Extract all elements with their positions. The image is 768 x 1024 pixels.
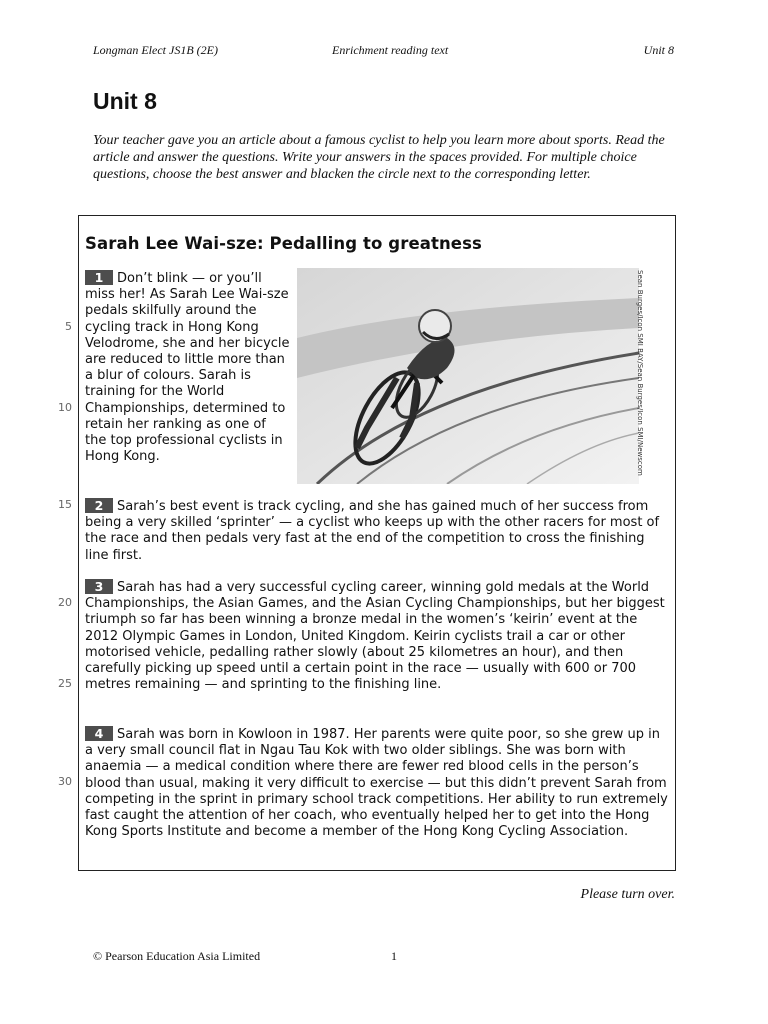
- intro-instructions: Your teacher gave you an article about a famous cyclist to help you learn more about sports. Read the article and answer the questions. Write your answers in the spaces provided. For multiple choice questions, choose the best answer and blacken the circle next to the corresponding letter.: [93, 133, 665, 182]
- header-unit: Unit 8: [643, 43, 674, 57]
- header-book-title: Longman Elect JS1B (2E): [93, 43, 218, 57]
- paragraph-number: 1: [85, 270, 113, 285]
- paragraph-text: Sarah has had a very successful cycling career, winning gold medals at the World Championships, the Asian Games, and the Asian Cycling Championships, but her biggest triumph so far has been winning a bronze medal in the women’s ‘keirin’ event at the 2012 Olympic Games in London, United Kingdom. Keirin cyclists trail a car or other motorised vehicle, pedalling rather slowly (about 25 kilometres an hour), and then carefully picking up speed until a certain point in the race — usually with 600 or 700 metres remaining — and sprinting to the finishing line.: [85, 580, 665, 693]
- header-section: Enrichment reading text: [332, 43, 449, 57]
- paragraph-4: [85, 726, 670, 840]
- paragraph-text: Sarah was born in Kowloon in 1987. Her parents were quite poor, so she grew up in a very small council flat in Ngau Tau Kok with two older siblings. She was born with anaemia — a medical condition where there are fewer red blood cells in the person’s blood than usual, making it very difficult to exercise — but this didn’t prevent Sarah from competing in the sprint in primary school track competitions. Her ability to run extremely fast caught the attention of her coach, who eventually helped her to get into the Hong Kong Sports Institute and become a member of the Hong Kong Cycling Association.: [85, 727, 668, 840]
- footer-copyright: © Pearson Education Asia Limited: [93, 949, 261, 963]
- page-number: 1: [391, 949, 397, 963]
- paragraph-text: Don’t blink — or you’ll miss her! As Sarah Lee Wai-sze pedals skilfully around the cycling track in Hong Kong Velodrome, she and her bicycle are reduced to little more than a blur of colours. Sarah is training for the World Championships, determined to retain her ranking as one of the top professional cyclists in Hong Kong.: [85, 271, 290, 465]
- paragraph-text: Sarah’s best event is track cycling, and she has gained much of her success from being a very skilled ‘sprinter’ — a cyclist who keeps up with the other racers for most of the race and then pedals very fast at the end of the competition to cross the finishing line first.: [85, 499, 660, 563]
- line-number: 30: [58, 775, 72, 788]
- article-title: Sarah Lee Wai-sze: Pedalling to greatness: [85, 234, 482, 253]
- line-number: 5: [65, 320, 72, 333]
- paragraph-1: [85, 270, 290, 465]
- paragraph-number: 3: [85, 579, 113, 594]
- line-number: 25: [58, 677, 72, 690]
- cyclist-photo: [297, 268, 639, 484]
- line-number: 15: [58, 498, 72, 511]
- paragraph-3: [85, 579, 670, 693]
- unit-title: Unit 8: [93, 88, 157, 114]
- line-number: 10: [58, 401, 72, 414]
- paragraph-number: 2: [85, 498, 113, 513]
- turn-over-note: Please turn over.: [580, 887, 675, 902]
- line-number: 20: [58, 596, 72, 609]
- photo-credit: Sean Burges/Icon SMI BAY/Sean Burges/Icon SMI/Newscom: [636, 270, 644, 476]
- paragraph-number: 4: [85, 726, 113, 741]
- paragraph-2: [85, 498, 670, 564]
- cyclist-image: [297, 268, 639, 484]
